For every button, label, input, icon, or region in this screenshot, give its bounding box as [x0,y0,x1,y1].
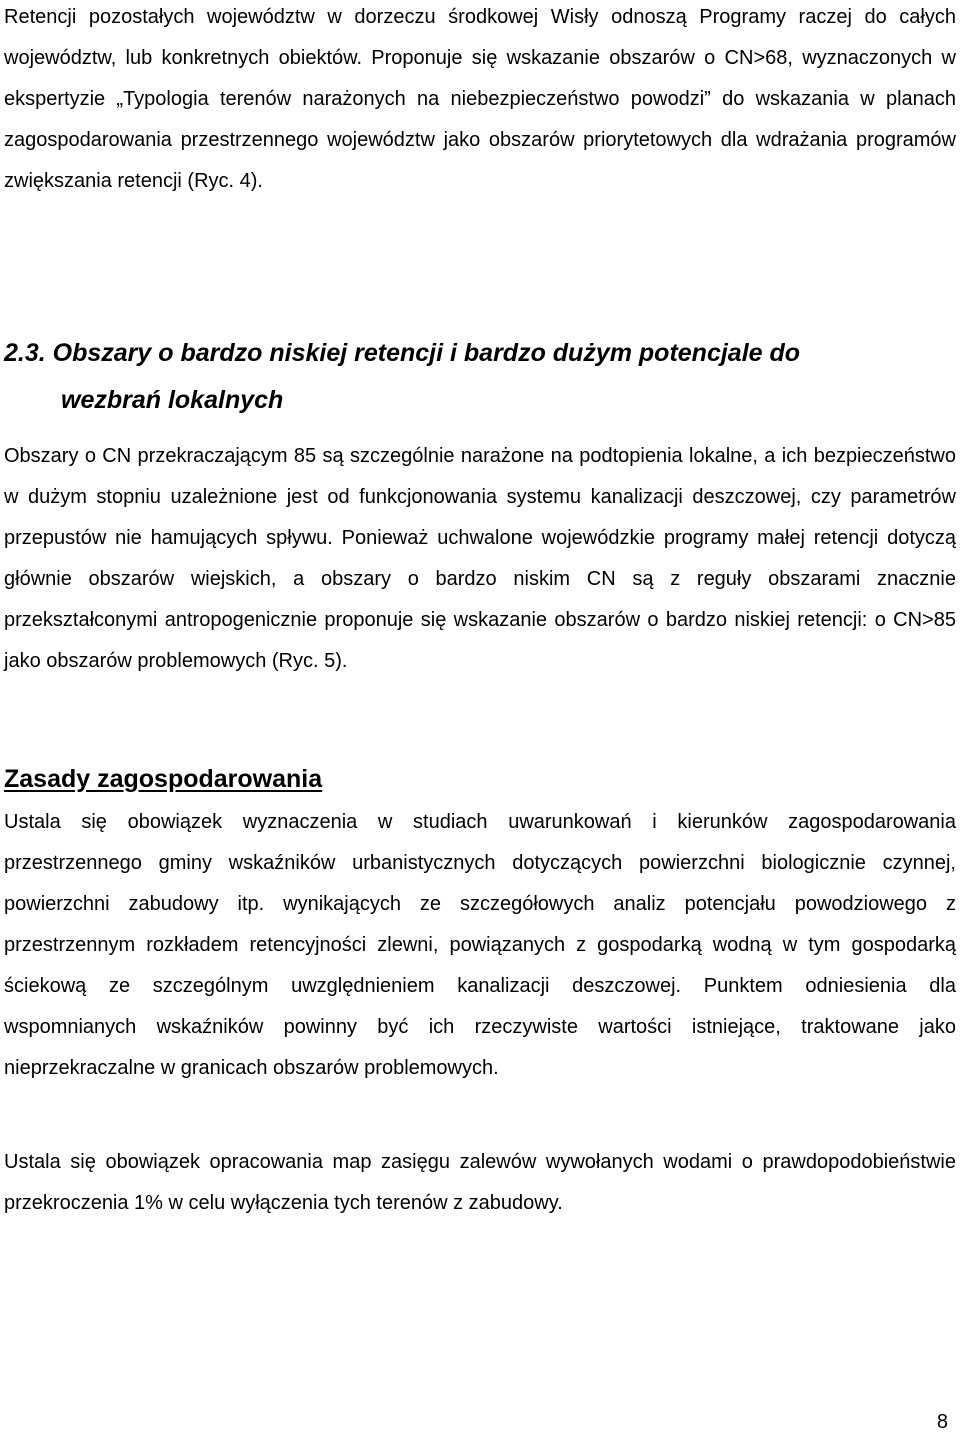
section-title-line2: wezbrań lokalnych [61,386,284,414]
paragraph-retention-programs: Retencji pozostałych województw w dorzeczu środkowej Wisły odnoszą Programy raczej do całych województw, lub konkretnych obiektów. Proponuje się wskazanie obszarów o CN>68, wyznaczonych w ekspertyzie „Typologia terenów narażonych na niebezpieczeństwo powodzi” do wskazania w planach zagospodarowania przestrzennego województw jako obszarów priorytetowych dla wdrażania programów zwiększania retencji (Ryc. 4). [4,6,956,192]
section-number: 2.3. [4,339,46,367]
paragraph-flood-maps: Ustala się obowiązek opracowania map zasięgu zalewów wywołanych wodami o prawdopodobieństwie przekroczenia 1% w celu wyłączenia tych terenów z zabudowy. [4,1151,956,1214]
section-title-line1: Obszary o bardzo niskiej retencji i bardzo dużym potencjale do [52,339,801,367]
paragraph-urban-indicators: Ustala się obowiązek wyznaczenia w studiach uwarunkowań i kierunków zagospodarowania przestrzennego gminy wskaźników urbanistycznych dotyczących powierzchni biologicznie czynnej, powierzchni zabudowy itp. wynikających ze szczegółowych analiz potencjału powodziowego z przestrzennym rozkładem retencyjności zlewni, powiązanych z gospodarką wodną w tym gospodarką ściekową ze szczególnym uwzględnieniem kanalizacji deszczowej. Punktem odniesienia dla wspomnianych wskaźników powinny być ich rzeczywiste wartości istniejące, traktowane jako nieprzekraczalne w granicach obszarów problemowych. [4,811,956,1079]
subheading-zasady: Zasady zagospodarowania [4,765,323,793]
section-heading [4,330,956,424]
paragraph-cn-above-85: Obszary o CN przekraczającym 85 są szczególnie narażone na podtopienia lokalne, a ich bezpieczeństwo w dużym stopniu uzależnione jest od funkcjonowania systemu kanalizacji deszczowej, czy parametrów przepustów nie hamujących spływu. Ponieważ uchwalone wojewódzkie programy małej retencji dotyczą głównie obszarów wiejskich, a obszary o bardzo niskim CN są z reguły obszarami znacznie przekształconymi antropogenicznie proponuje się wskazanie obszarów o bardzo niskiej retencji: o CN>85 jako obszarów problemowych (Ryc. 5). [4,445,956,672]
page-number: 8 [936,1411,948,1433]
document-page [4,0,956,1440]
